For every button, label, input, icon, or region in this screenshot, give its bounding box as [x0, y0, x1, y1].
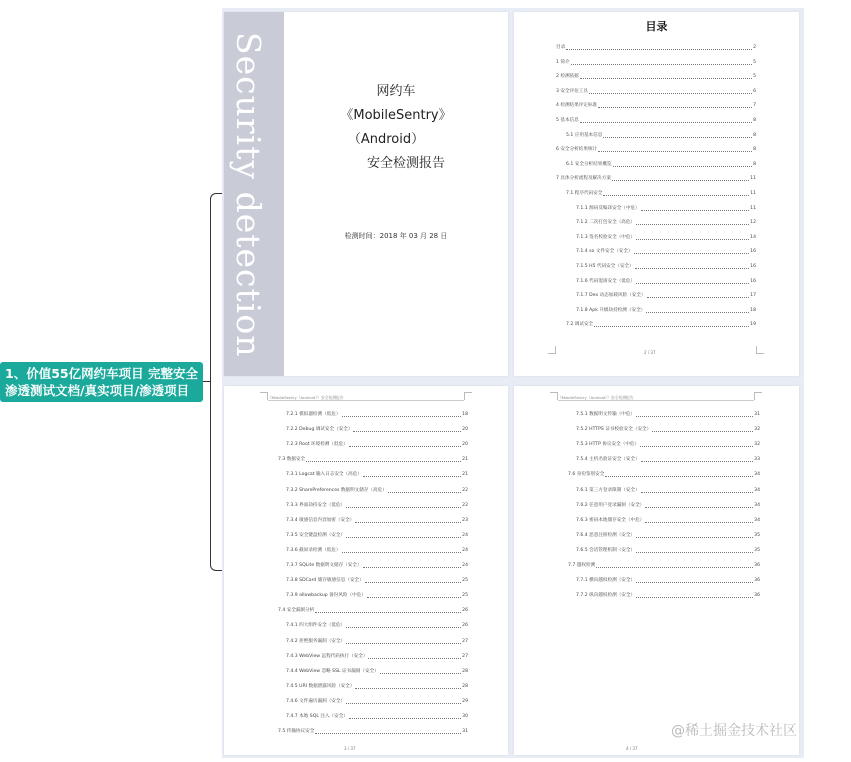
- toc-leader-dots: [645, 522, 753, 523]
- toc-leader-dots: [596, 567, 753, 568]
- toc-entry-page: 32: [754, 442, 760, 448]
- toc-leader-dots: [566, 49, 752, 50]
- toc-entry-label: 7.3.9 allowbackup 备份风险（中危）: [286, 593, 366, 599]
- toc-entry-label: 5.1 应用基本信息: [566, 132, 603, 138]
- toc-leader-dots: [641, 210, 749, 211]
- mind-map-bracket: [210, 193, 222, 571]
- toc-entry[interactable]: [286, 563, 468, 569]
- toc-heading: 目录: [645, 20, 668, 33]
- toc-leader-dots: [636, 597, 753, 598]
- mind-map-node-line1: 1、价值55亿网约车项目 完整安全: [5, 366, 198, 381]
- toc-entry-page: 2: [753, 45, 756, 50]
- toc-entry-label: 7.3.2 SharePreferences 数据明文储存（高危）: [286, 487, 387, 493]
- toc-leader-dots: [641, 461, 753, 462]
- toc-entry[interactable]: [576, 578, 760, 584]
- page-header: 《MobileSentry（Android）》安全检测报告: [268, 395, 344, 400]
- toc-entry[interactable]: [576, 533, 760, 539]
- toc-leader-dots: [636, 224, 749, 225]
- page-header-rule: [268, 400, 464, 401]
- toc-entry-page: 5: [753, 74, 756, 80]
- page-header: 《MobileSentry（Android）》安全检测报告: [558, 395, 634, 400]
- toc-entry[interactable]: [576, 457, 760, 463]
- toc-entry-page: 22: [462, 487, 468, 493]
- toc-leader-dots: [603, 137, 752, 138]
- toc-entry[interactable]: [556, 103, 756, 109]
- toc-entry[interactable]: [576, 279, 756, 285]
- toc-leader-dots: [346, 627, 461, 628]
- toc-leader-dots: [636, 537, 753, 538]
- toc-entry-page: 22: [462, 502, 468, 508]
- toc-entry-page: 32: [754, 427, 760, 433]
- toc-entry[interactable]: [278, 608, 468, 614]
- toc-leader-dots: [636, 582, 753, 583]
- toc-entry-label: 7.1.3 签名校验安全（中危）: [576, 234, 636, 240]
- toc-leader-dots: [580, 122, 752, 123]
- toc-entry-label: 7 具体分析流程及解决方案: [556, 176, 611, 182]
- toc-entry-label: 7.5.1 数据明文传输（中危）: [576, 412, 636, 417]
- toc-entry-page: 24: [462, 563, 468, 568]
- toc-entry-label: 7.1.2 二次打包安全（高危）: [576, 220, 636, 226]
- toc-entry-page: 35: [754, 532, 760, 538]
- toc-entry-label: 7.1.4 so 文件安全（安全）: [576, 249, 633, 255]
- toc-entry-label: 7.4.6 文件遍历漏洞（安全）: [286, 698, 346, 704]
- toc-entry-page: 26: [462, 623, 468, 629]
- toc-entry-page: 11: [750, 191, 756, 196]
- cover-title-line: （Android）: [347, 132, 425, 147]
- toc-entry[interactable]: [278, 729, 468, 735]
- toc-leader-dots: [346, 507, 461, 508]
- toc-entry-label: 7.3.7 SQLite 数据明文储存（安全）: [286, 563, 362, 568]
- toc-leader-dots: [349, 446, 461, 447]
- toc-entry[interactable]: [556, 60, 756, 66]
- toc-leader-dots: [636, 416, 753, 417]
- toc-entry-label: 7.4.4 WebView 忽略 SSL 证书漏洞（安全）: [286, 668, 379, 674]
- toc-leader-dots: [598, 107, 752, 108]
- toc-entry[interactable]: [556, 45, 756, 51]
- toc-entry[interactable]: [576, 235, 756, 241]
- toc-entry[interactable]: [286, 714, 468, 720]
- toc-entry[interactable]: [576, 249, 756, 255]
- toc-leader-dots: [363, 476, 461, 477]
- toc-entry[interactable]: [568, 472, 760, 478]
- toc-entry[interactable]: [576, 308, 756, 314]
- toc-entry-page: 8: [753, 132, 756, 138]
- toc-entry[interactable]: [556, 118, 756, 124]
- toc-entry-page: 29: [462, 698, 468, 704]
- toc-leader-dots: [353, 431, 461, 432]
- toc-leader-dots: [342, 552, 462, 553]
- toc-entry[interactable]: [286, 654, 468, 660]
- mind-map-node-line2: 渗透测试文档/真实项目/渗透项目: [5, 383, 190, 398]
- toc-entry-label: 7.6.2 任意用户登录漏洞（安全）: [576, 502, 645, 508]
- toc-entry[interactable]: [286, 699, 468, 705]
- cover-side-text: Security detection: [229, 32, 268, 358]
- toc-entry-page: 34: [754, 487, 760, 493]
- toc-entry[interactable]: [286, 427, 468, 433]
- toc-entry-label: 7.6.5 会话管理机制（安全）: [576, 547, 636, 553]
- toc-entry-page: 27: [462, 653, 468, 659]
- toc-entry-page: 28: [462, 683, 468, 689]
- toc-entry[interactable]: [286, 593, 468, 599]
- page-footer: 2 / 37: [644, 350, 656, 355]
- toc-entry[interactable]: [576, 264, 756, 270]
- toc-leader-dots: [363, 567, 462, 568]
- toc-leader-dots: [645, 507, 753, 508]
- toc-entry[interactable]: [576, 488, 760, 494]
- toc-entry[interactable]: [278, 457, 468, 463]
- toc-entry-label: 7.6 身份鉴别安全: [568, 472, 605, 478]
- toc-entry[interactable]: [566, 191, 756, 197]
- toc-entry-page: 16: [750, 249, 756, 255]
- toc-page-4: [514, 386, 799, 755]
- toc-leader-dots: [380, 673, 461, 674]
- toc-entry-page: 25: [462, 578, 468, 584]
- toc-leader-dots: [365, 582, 461, 583]
- page-crop-mark: [550, 392, 558, 400]
- toc-entry-label: 7.3 数据安全: [278, 457, 306, 463]
- toc-entry-page: 30: [462, 714, 468, 719]
- toc-entry-page: 34: [754, 517, 760, 523]
- toc-entry-label: 7.4.2 拒绝服务漏洞（安全）: [286, 638, 346, 644]
- toc-leader-dots: [346, 537, 461, 538]
- toc-entry-label: 7.1.8 Apk 升级劫持检测（安全）: [576, 307, 646, 313]
- toc-leader-dots: [571, 64, 752, 65]
- page-crop-mark: [756, 346, 764, 354]
- toc-entry-label: 7.3.6 截屏录检测（低危）: [286, 547, 341, 553]
- page-crop-mark: [754, 392, 762, 400]
- toc-entry-label: 3 安全评估工具: [556, 88, 588, 94]
- toc-entry-page: 5: [753, 59, 756, 65]
- toc-entry-label: 7.4 安全漏洞分析: [278, 608, 315, 614]
- toc-entry[interactable]: [286, 503, 468, 509]
- toc-entry-page: 25: [462, 593, 468, 599]
- toc-entry-page: 16: [750, 264, 756, 269]
- toc-entry[interactable]: [576, 412, 760, 418]
- toc-entry-label: 7.2 调试安全: [566, 322, 594, 328]
- toc-entry-label: 4 检测结果评定标准: [556, 103, 598, 109]
- toc-entry[interactable]: [566, 133, 756, 139]
- toc-entry-label: 7.7 越权检测: [568, 563, 596, 568]
- toc-entry-label: 7.4.5 URI 数据泄露风险（安全）: [286, 683, 355, 689]
- toc-entry-label: 7.1.5 H5 代码安全（安全）: [576, 264, 634, 269]
- toc-leader-dots: [355, 522, 461, 523]
- toc-entry-label: 7.3.8 SDCard 储存敏感信息（安全）: [286, 578, 364, 584]
- toc-entry-page: 23: [462, 517, 468, 523]
- toc-leader-dots: [594, 326, 749, 327]
- toc-leader-dots: [367, 597, 461, 598]
- toc-entry[interactable]: [286, 548, 468, 554]
- toc-entry-page: 20: [462, 442, 468, 448]
- toc-entry-label: 7.2.3 Root 环境检测（低危）: [286, 442, 348, 448]
- toc-entry[interactable]: [286, 533, 468, 539]
- toc-entry-label: 7.4.7 本地 SQL 注入（安全）: [286, 714, 348, 719]
- toc-leader-dots: [640, 446, 753, 447]
- toc-entry-label: 7.7.2 纵向越权检测（安全）: [576, 593, 636, 599]
- toc-entry[interactable]: [556, 176, 756, 182]
- toc-leader-dots: [636, 552, 753, 553]
- toc-entry[interactable]: [286, 623, 468, 629]
- toc-entry-page: 21: [462, 472, 468, 478]
- toc-leader-dots: [388, 492, 461, 493]
- toc-leader-dots: [349, 718, 461, 719]
- toc-entry[interactable]: [286, 639, 468, 645]
- toc-entry[interactable]: [576, 293, 756, 299]
- toc-entry-page: 18: [750, 307, 756, 313]
- toc-entry-label: 7.6.4 恶意注册检测（安全）: [576, 532, 636, 538]
- page-crop-mark: [260, 392, 268, 400]
- toc-entry-label: 7.1.1 源码反编译安全（中危）: [576, 205, 640, 211]
- toc-entry-label: 7.5.4 主机名验证安全（安全）: [576, 457, 640, 463]
- toc-leader-dots: [355, 688, 461, 689]
- toc-leader-dots: [635, 268, 749, 269]
- toc-entry[interactable]: [576, 442, 760, 448]
- toc-entry-page: 35: [754, 547, 760, 553]
- toc-entry-page: 17: [750, 293, 756, 299]
- toc-entry-label: 7.2.1 模拟器检测（低危）: [286, 412, 341, 417]
- toc-entry[interactable]: [576, 206, 756, 212]
- toc-leader-dots: [315, 733, 461, 734]
- toc-entry[interactable]: [576, 518, 760, 524]
- toc-leader-dots: [634, 253, 750, 254]
- toc-leader-dots: [636, 283, 749, 284]
- toc-entry[interactable]: [566, 322, 756, 328]
- toc-entry-label: 7.1 程序代码安全: [566, 191, 603, 196]
- toc-entry-label: 7.3.4 敏感信息内容加密（安全）: [286, 517, 355, 523]
- toc-entry[interactable]: [286, 669, 468, 675]
- toc-leader-dots: [652, 431, 753, 432]
- toc-page: [514, 12, 799, 376]
- toc-entry[interactable]: [286, 442, 468, 448]
- toc-entry-page: 8: [753, 161, 756, 167]
- watermark: @稀土掘金技术社区: [671, 723, 797, 739]
- toc-entry-page: 24: [462, 532, 468, 538]
- page-footer: 3 / 37: [344, 746, 356, 751]
- toc-entry-page: 21: [462, 457, 468, 463]
- page-footer: 4 / 37: [626, 746, 638, 751]
- toc-entry-page: 24: [462, 547, 468, 553]
- toc-entry-page: 36: [754, 578, 760, 584]
- toc-leader-dots: [613, 166, 753, 167]
- toc-leader-dots: [368, 658, 461, 659]
- toc-entry[interactable]: [568, 563, 760, 569]
- toc-entry-page: 7: [753, 103, 756, 109]
- toc-entry-page: 27: [462, 638, 468, 644]
- toc-entry-label: 6.1 安全分析结果概览: [566, 161, 612, 167]
- toc-entry-label: 7.3.5 安全键盘检测（安全）: [286, 532, 346, 538]
- toc-entry-page: 11: [750, 176, 756, 182]
- toc-entry-label: 7.2.2 Debug 调试安全（安全）: [286, 427, 353, 433]
- toc-entry-label: 7.5.3 HTTP 协议安全（中危）: [576, 442, 640, 448]
- toc-entry[interactable]: [576, 220, 756, 226]
- toc-entry-label: 目录: [556, 45, 566, 50]
- toc-leader-dots: [598, 151, 752, 152]
- toc-entry[interactable]: [286, 412, 468, 418]
- toc-leader-dots: [580, 78, 752, 79]
- toc-entry-page: 11: [750, 205, 756, 211]
- toc-entry[interactable]: [286, 518, 468, 524]
- toc-leader-dots: [641, 492, 753, 493]
- toc-leader-dots: [346, 643, 461, 644]
- toc-entry[interactable]: [286, 684, 468, 690]
- toc-entry-page: 20: [462, 427, 468, 433]
- cover-side-band: [224, 12, 284, 376]
- toc-entry-label: 7.1.6 代码混淆安全（低危）: [576, 278, 636, 284]
- toc-entry-label: 1 简介: [556, 59, 570, 65]
- toc-entry[interactable]: [286, 472, 468, 478]
- toc-leader-dots: [589, 93, 752, 94]
- toc-entry-page: 18: [462, 412, 468, 417]
- toc-entry-page: 16: [750, 278, 756, 284]
- cover-title-line: 《MobileSentry》: [340, 108, 452, 123]
- toc-entry-page: 8: [753, 147, 756, 153]
- toc-leader-dots: [603, 195, 749, 196]
- page-header-rule: [558, 400, 754, 401]
- toc-entry-label: 2 检测依据: [556, 74, 579, 80]
- toc-entry[interactable]: [576, 548, 760, 554]
- toc-entry-page: 14: [750, 234, 756, 240]
- toc-leader-dots: [636, 239, 749, 240]
- toc-entry-label: 7.3.1 Logcat 输入日志安全（高危）: [286, 472, 362, 478]
- toc-leader-dots: [605, 476, 753, 477]
- cover-page: [224, 12, 508, 376]
- toc-entry[interactable]: [576, 427, 760, 433]
- toc-entry-page: 31: [754, 412, 760, 417]
- toc-entry-label: 7.7.1 横向越权检测（安全）: [576, 578, 636, 584]
- toc-entry-label: 7.4.1 四大组件安全（低危）: [286, 623, 346, 629]
- toc-page-3: [224, 386, 508, 755]
- page-crop-mark: [548, 346, 556, 354]
- toc-entry-label: 7.3.3 界面劫持安全（低危）: [286, 502, 346, 508]
- toc-entry[interactable]: [576, 503, 760, 509]
- toc-entry-label: 7.6.3 密码本地储存安全（中危）: [576, 517, 645, 523]
- toc-entry[interactable]: [286, 488, 468, 494]
- toc-entry-label: 5 基本信息: [556, 118, 579, 123]
- toc-entry-page: 6: [753, 88, 756, 94]
- toc-entry[interactable]: [566, 162, 756, 168]
- toc-leader-dots: [612, 180, 749, 181]
- cover-title-line: 安全检测报告: [366, 156, 445, 171]
- cover-title-line: 网约车: [376, 84, 416, 99]
- toc-entry[interactable]: [576, 593, 760, 599]
- toc-leader-dots: [342, 416, 462, 417]
- toc-entry-page: 31: [462, 729, 468, 735]
- toc-entry-page: 19: [750, 322, 756, 328]
- toc-entry[interactable]: [556, 74, 756, 80]
- toc-entry-page: 28: [462, 668, 468, 674]
- toc-entry-label: 7.1.7 Dex 动态加载风险（安全）: [576, 293, 646, 299]
- toc-leader-dots: [346, 703, 461, 704]
- toc-leader-dots: [306, 461, 461, 462]
- toc-leader-dots: [647, 297, 750, 298]
- toc-entry[interactable]: [556, 89, 756, 95]
- mind-map-node[interactable]: [0, 362, 203, 402]
- toc-leader-dots: [646, 312, 749, 313]
- cover-date: 检测时间：2018 年 03 月 28 日: [344, 232, 448, 240]
- toc-entry-label: 6 安全分析结果统计: [556, 147, 598, 153]
- toc-leader-dots: [315, 612, 461, 613]
- toc-entry-page: 34: [754, 472, 760, 478]
- toc-entry-label: 7.6.1 第三方登录限制（安全）: [576, 487, 640, 493]
- toc-entry-label: 7.4.3 WebView 远程代码执行（安全）: [286, 653, 368, 659]
- toc-entry-page: 36: [754, 593, 760, 599]
- toc-entry-page: 26: [462, 608, 468, 614]
- toc-entry-label: 7.5.2 HTTPS 证书校验安全（安全）: [576, 427, 652, 433]
- toc-entry[interactable]: [286, 578, 468, 584]
- toc-entry-label: 7.5 传输协议安全: [278, 729, 315, 735]
- toc-entry-page: 8: [753, 118, 756, 123]
- toc-entry[interactable]: [556, 147, 756, 153]
- page-crop-mark: [464, 392, 472, 400]
- toc-entry-page: 12: [750, 220, 756, 226]
- toc-entry-page: 36: [754, 563, 760, 568]
- toc-entry-page: 34: [754, 502, 760, 508]
- toc-entry-page: 33: [754, 457, 760, 463]
